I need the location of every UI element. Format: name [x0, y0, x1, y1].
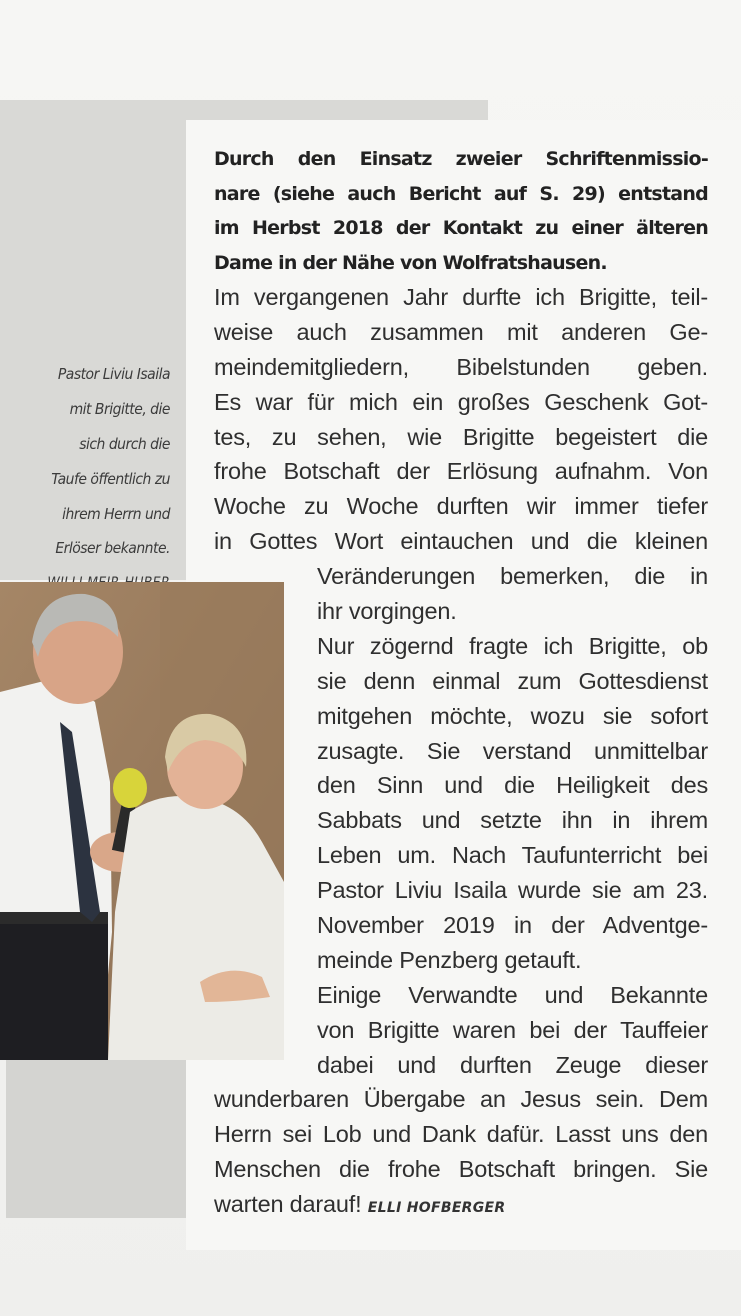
- body-line: Es war für mich ein großes Geschenk Got-: [214, 388, 708, 415]
- body-line: mitgehen möchte, wozu sie sofort: [317, 702, 708, 729]
- caption-line: mit Brigitte, die: [69, 399, 170, 418]
- photo-caption: [0, 362, 170, 606]
- caption-line: sich durch die: [79, 434, 170, 453]
- body-closing-text: warten darauf!: [214, 1191, 362, 1218]
- article-body: [214, 142, 708, 1222]
- caption-line: Erlöser bekannte.: [55, 539, 170, 558]
- body-line: wunderbaren Übergabe an Jesus sein. Dem: [214, 1086, 708, 1113]
- body-line: tes, zu sehen, wie Brigitte begeistert die: [214, 423, 708, 450]
- lower-grey-block: [6, 1060, 186, 1218]
- caption-line: Taufe öffentlich zu: [51, 469, 170, 488]
- body-line: weise auch zusammen mit anderen Ge-: [214, 318, 708, 345]
- body-line: Einige Verwandte und Bekannte: [317, 981, 708, 1008]
- body-line: Pastor Liviu Isaila wurde sie am 23.: [317, 877, 708, 904]
- lead-line: nare (siehe auch Bericht auf S. 29) entstand: [214, 182, 708, 205]
- body-line: sie denn einmal zum Gottesdienst: [317, 667, 708, 694]
- lead-line: Dame in der Nähe von Wolfratshausen.: [214, 251, 607, 274]
- lead-line: Durch den Einsatz zweier Schriftenmissio-: [214, 148, 708, 170]
- body-line: den Sinn und die Heiligkeit des: [317, 772, 708, 799]
- article-lead: [214, 142, 708, 280]
- body-line: dabei und durften Zeuge dieser: [317, 1051, 708, 1078]
- body-line: ihr vorgingen.: [317, 598, 457, 625]
- body-line: Leben um. Nach Taufunterricht bei: [317, 842, 708, 869]
- body-line: in Gottes Wort eintauchen und die kleinen: [214, 528, 708, 555]
- body-line: von Brigitte waren bei der Tauffeier: [317, 1016, 708, 1043]
- body-line: Sabbats und setzte ihn in ihrem: [317, 807, 708, 834]
- body-line: meinde Penzberg getauft.: [317, 946, 582, 973]
- body-line: Woche zu Woche durften wir immer tiefer: [214, 493, 708, 520]
- body-line: meindemitgliedern, Bibelstunden geben.: [214, 353, 708, 380]
- body-line: Im vergangenen Jahr durfte ich Brigitte, teil-: [214, 284, 708, 310]
- caption-line: Pastor Liviu Isaila: [57, 365, 170, 383]
- body-line: Herrn sei Lob und Dank dafür. Lasst uns den: [214, 1121, 708, 1148]
- lead-line: im Herbst 2018 der Kontakt zu einer älteren: [214, 217, 708, 239]
- body-line: zusagte. Sie verstand unmittelbar: [317, 737, 708, 764]
- body-line: November 2019 in der Adventge-: [317, 912, 708, 939]
- body-line: frohe Botschaft der Erlösung aufnahm. Von: [214, 458, 708, 485]
- caption-line: ihrem Herrn und: [62, 504, 170, 523]
- author-credit: ELLI HOFBERGER: [367, 1200, 506, 1217]
- body-line: Veränderungen bemerken, die in: [317, 563, 708, 590]
- article-text: [214, 280, 708, 1222]
- body-last-line: [214, 1187, 708, 1222]
- body-line: Menschen die frohe Botschaft bringen. Sie: [214, 1156, 708, 1183]
- body-line: Nur zögernd fragte ich Brigitte, ob: [317, 632, 708, 659]
